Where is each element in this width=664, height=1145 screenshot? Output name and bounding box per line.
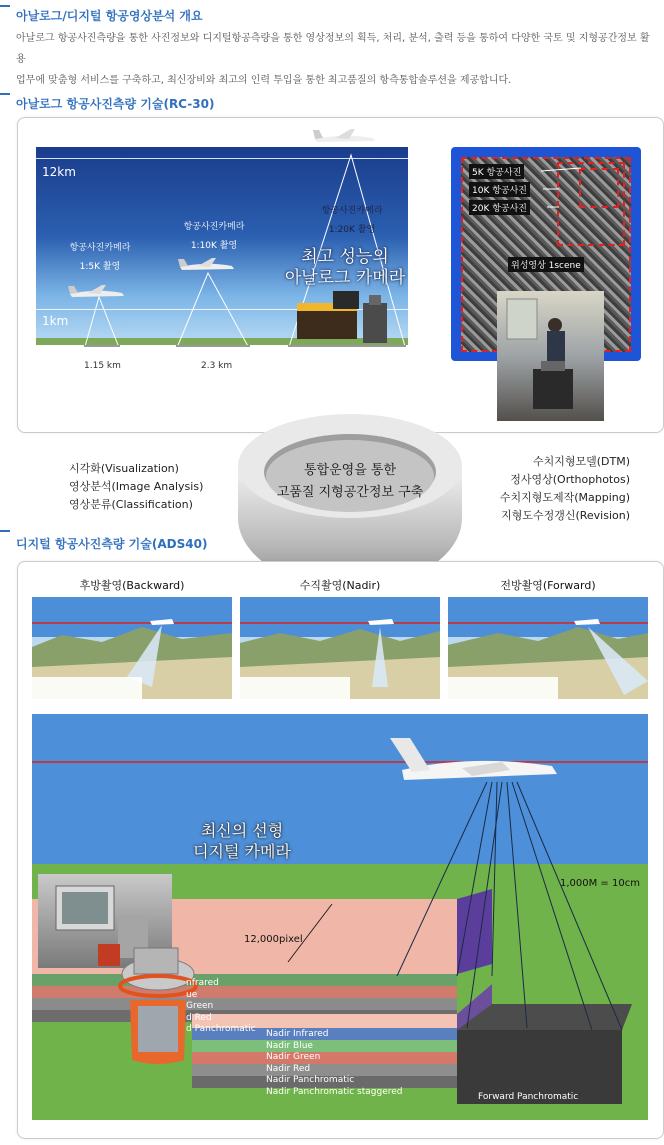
photo-label-leaders — [525, 160, 605, 220]
plane-20k-icon — [311, 125, 379, 151]
view-label-nadir: 수직촬영(Nadir) — [299, 579, 381, 592]
section-marker — [0, 5, 10, 7]
camera-10k-line1: 항공사진카메라 — [183, 222, 245, 232]
section-title-analog: 아날로그 항공사진측량 기술(RC-30) — [16, 97, 215, 111]
back-band-panchromatic: d Panchromatic — [186, 1024, 256, 1034]
left-function-list — [69, 460, 203, 514]
ring-caption-line1: 통합운영을 통한 — [303, 463, 397, 478]
ring-caption-line2: 고품질 지형공간정보 구축 — [276, 485, 424, 500]
photo-label-10k: 10K 항공사진 — [469, 182, 530, 197]
section-marker — [0, 530, 10, 532]
back-band-green: Green — [186, 1001, 214, 1011]
intro-text — [16, 28, 656, 91]
digital-headline-line2: 디지털 카메라 — [193, 842, 291, 861]
distance-1: 1.15 km — [84, 361, 121, 371]
view-image-nadir — [240, 597, 440, 699]
left-item-2: 영상분석(Image Analysis) — [69, 480, 204, 493]
back-band-blue: ue — [186, 989, 198, 1000]
back-band-red: d Red — [186, 1012, 212, 1023]
camera-10k-line2: 1:10K 촬영 — [190, 241, 238, 251]
camera-20k-line2: 1:20K 촬영 — [328, 225, 376, 235]
nadir-band-infrared: Nadir Infrared — [266, 1029, 329, 1039]
photo-label-20k: 20K 항공사진 — [469, 200, 530, 215]
pixel-label: 12,000pixel — [244, 934, 303, 945]
right-item-3: 수치지형도제작(Mapping) — [499, 491, 630, 504]
photo-label-5k: 5K 항공사진 — [469, 164, 524, 179]
view-label-backward: 후방촬영(Backward) — [79, 579, 185, 592]
right-item-1: 수치지형모델(DTM) — [532, 455, 630, 468]
cone-10k — [176, 273, 250, 350]
analog-headline-line2: 아날로그 카메라 — [284, 268, 406, 288]
camera-5k-label — [54, 240, 146, 275]
label-1km: 1km — [42, 314, 69, 328]
section-marker — [0, 93, 10, 95]
operator-figure — [497, 291, 604, 421]
forward-band-label: Forward Panchromatic — [478, 1092, 579, 1102]
digital-headline-line1: 최신의 선형 — [200, 821, 284, 840]
camera-20k-line1: 항공사진카메라 — [321, 206, 383, 216]
camera-5k-line2: 1:5K 촬영 — [79, 262, 121, 272]
left-item-1: 시각화(Visualization) — [69, 462, 179, 475]
nadir-band-green: Nadir Green — [266, 1052, 321, 1063]
label-12km: 12km — [42, 165, 76, 179]
ring-caption — [250, 460, 450, 504]
camera-5k-line1: 항공사진카메라 — [69, 243, 131, 253]
section-title-digital: 디지털 항공사진측량 기술(ADS40) — [16, 537, 208, 551]
view-image-backward — [32, 597, 232, 699]
back-band-infrared: nfrared — [186, 978, 219, 988]
camera-20k-label — [306, 203, 398, 238]
right-function-list — [472, 453, 630, 525]
camera-10k-label — [168, 219, 260, 254]
intro-line-1: 아날로그 항공사진측량을 통한 사진정보와 디지털항공측량을 통한 영상정보의 획득, 처리, 분석, 출력 등을 통하여 다양한 국토 및 지형공간정보 활용 — [16, 33, 650, 65]
view-image-forward — [448, 597, 648, 699]
nadir-band-red: Nadir Red — [266, 1063, 311, 1074]
cone-5k — [84, 297, 120, 350]
view-label-forward: 전방촬영(Forward) — [500, 579, 596, 592]
nadir-band-labels — [266, 1029, 403, 1099]
nadir-band-panchromatic: Nadir Panchromatic — [266, 1075, 355, 1086]
digital-headline — [182, 820, 302, 862]
right-item-4: 지형도수정갱신(Revision) — [501, 509, 630, 522]
plane-10k-icon — [176, 255, 238, 277]
nadir-band-blue: Nadir Blue — [266, 1040, 313, 1051]
right-item-2: 정사영상(Orthophotos) — [510, 473, 630, 486]
satellite-scene-label: 위성영상 1scene — [508, 257, 584, 272]
analog-headline-line1: 최고 성능의 — [301, 247, 389, 267]
distance-2: 2.3 km — [201, 361, 233, 371]
scale-label: 1,000M = 10cm — [560, 878, 640, 889]
left-item-3: 영상분류(Classification) — [69, 498, 193, 511]
backward-band-labels — [186, 978, 256, 1036]
analog-headline — [270, 247, 420, 289]
plane-5k-icon — [66, 282, 128, 304]
nadir-band-panchromatic-staggered: Nadir Panchromatic staggered — [266, 1086, 403, 1097]
section-title-overview: 아날로그/디지털 항공영상분석 개요 — [16, 9, 203, 23]
intro-line-2: 업무에 맞춤형 서비스를 구축하고, 최신장비와 최고의 인력 투입을 통한 최고품질의 항측통합솔루션을 제공합니다. — [16, 75, 512, 86]
analog-camera-image — [293, 285, 403, 347]
